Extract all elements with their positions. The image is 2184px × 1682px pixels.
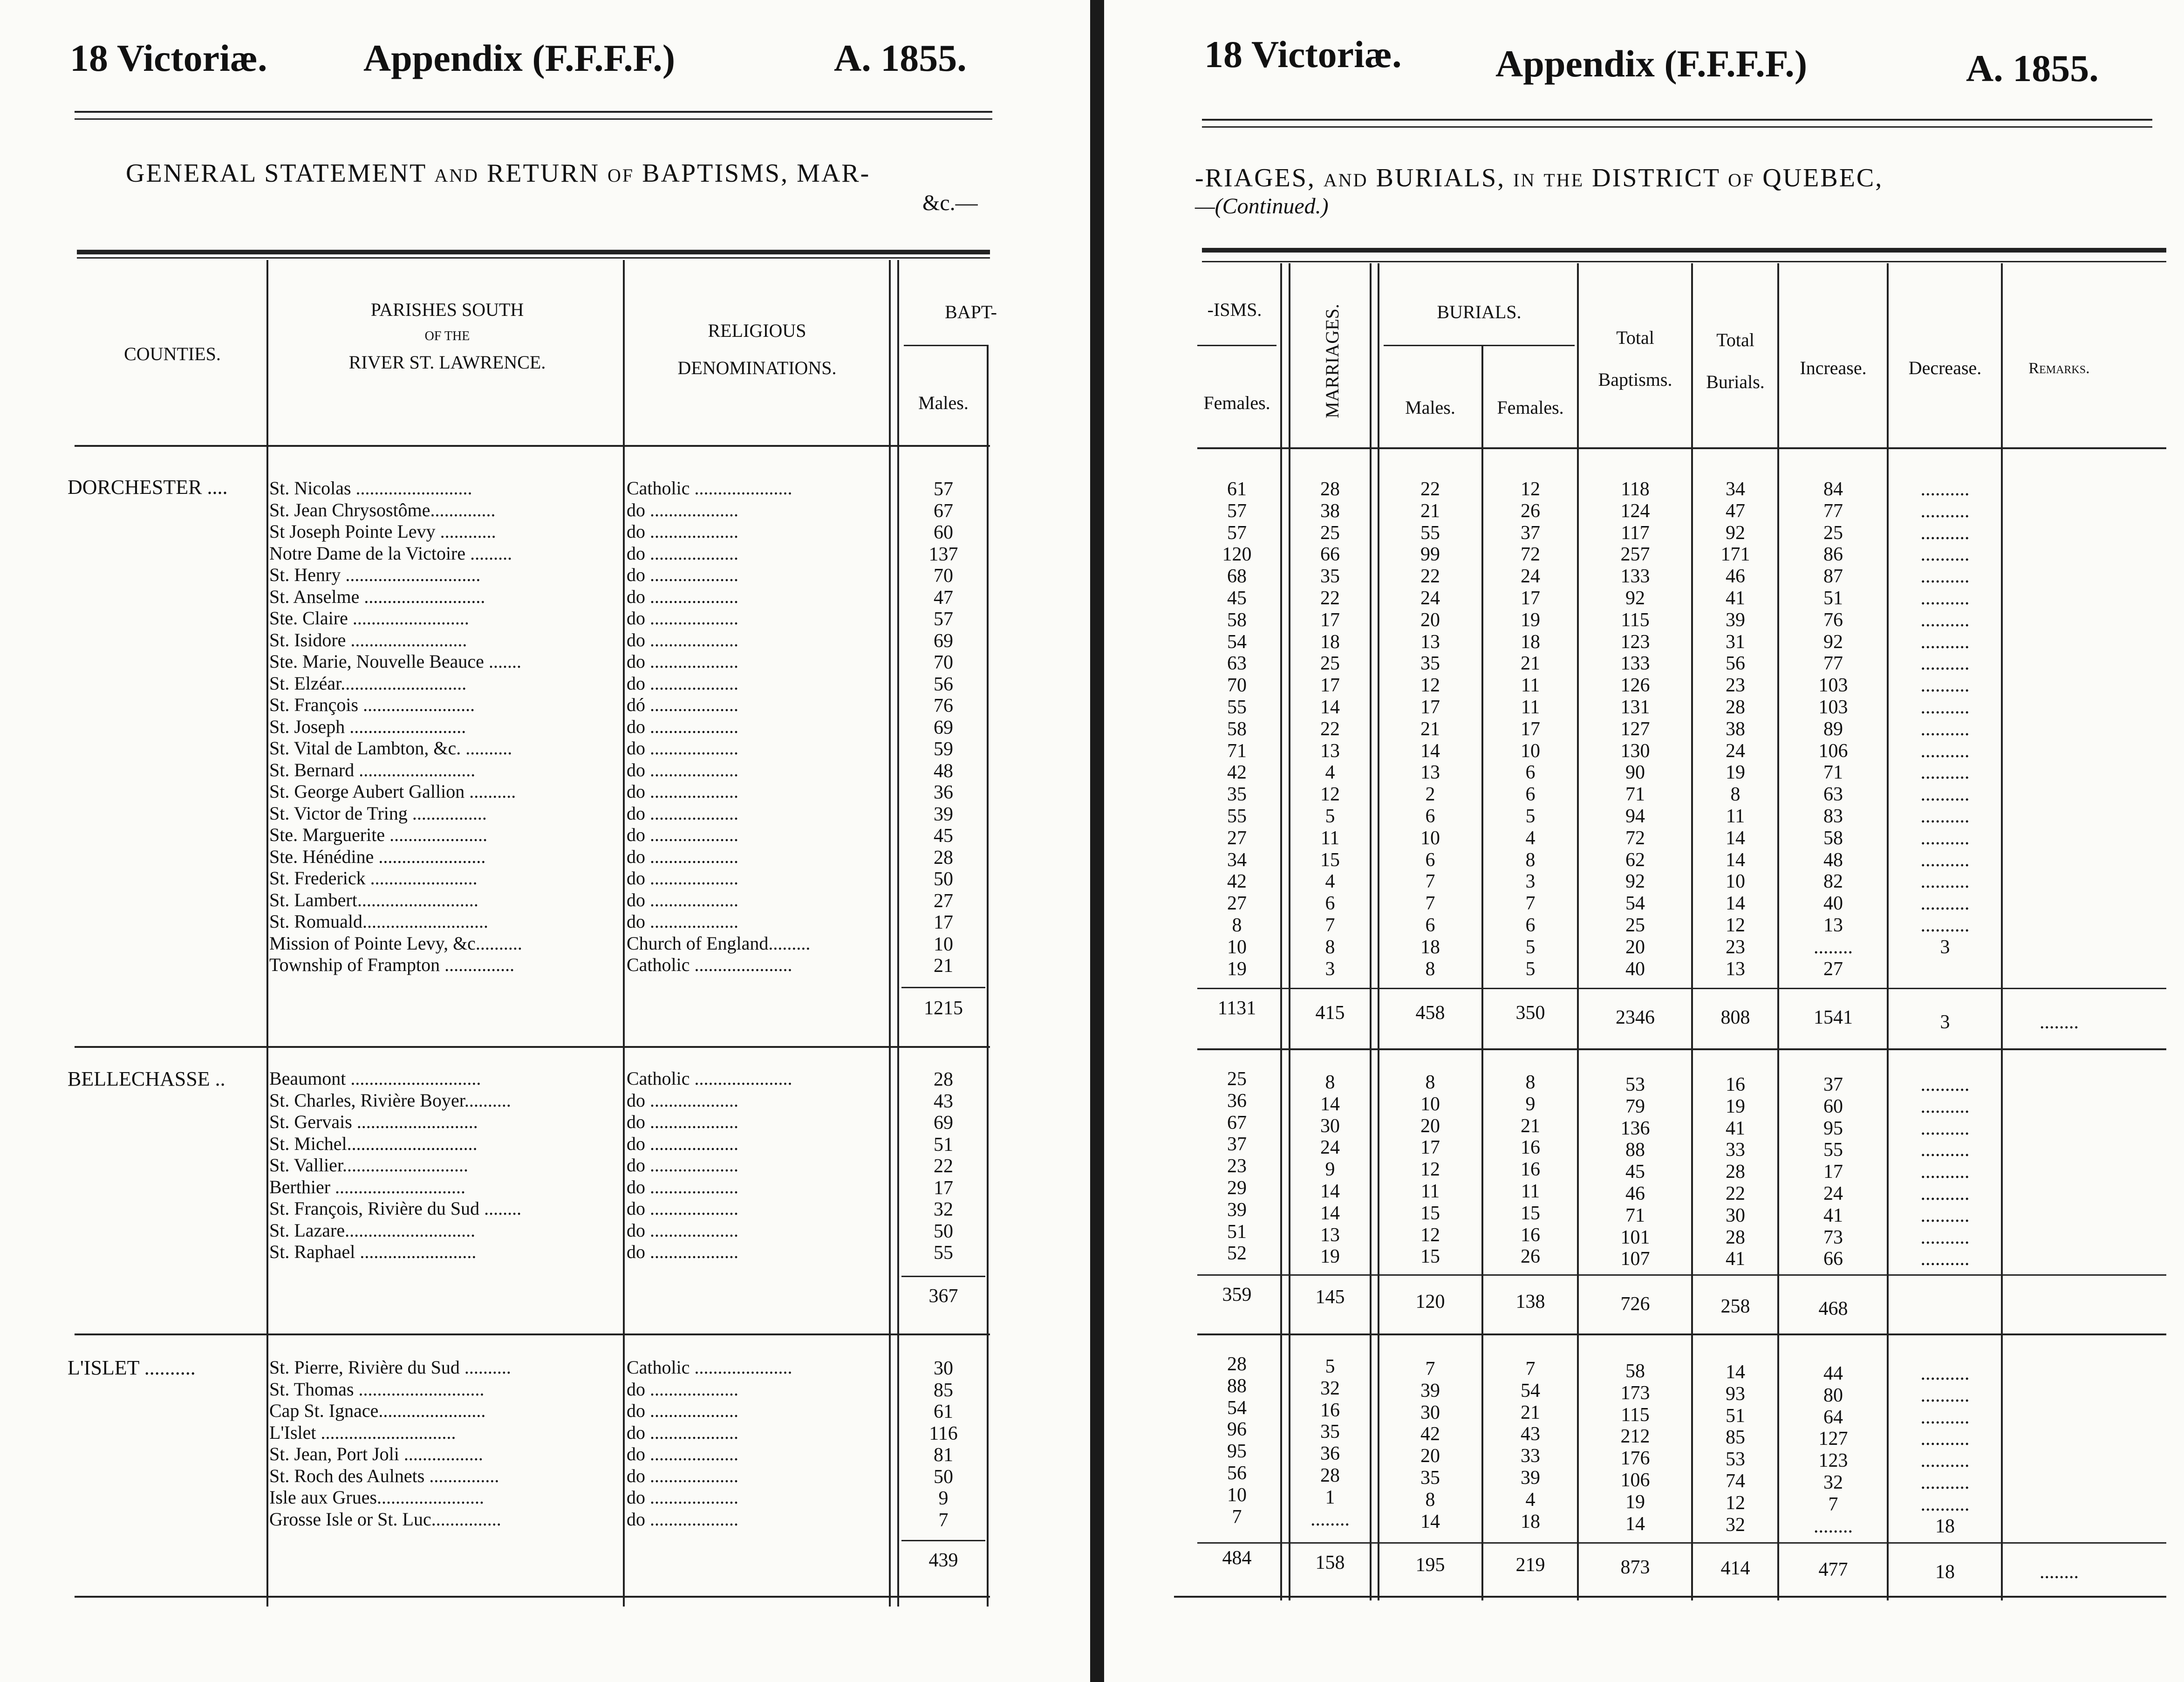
total-total-baptisms-lislet: 873 — [1620, 1557, 1650, 1578]
col-decrease: Decrease. — [1908, 357, 1982, 378]
total-marriages-bellechasse: 145 — [1315, 1286, 1345, 1308]
parish-name: St. Anselme .......................... — [269, 586, 485, 607]
col-parishes: PARISHES SOUTH OF THE RIVER ST. LAWRENCE. — [348, 299, 546, 373]
parish-name: St. Elzéar........................... — [269, 672, 467, 694]
parish-name: St. Romuald........................... — [269, 911, 489, 932]
col-females: Females. — [1203, 392, 1270, 413]
parish-name: St. Isidore ......................... — [269, 629, 467, 650]
denomination: do ................... — [627, 499, 738, 520]
col-bur-males: Males. — [1405, 397, 1455, 418]
total-bapt-males-dorchester: 1215 — [924, 998, 963, 1019]
header-year: A. 1855. — [834, 37, 967, 79]
col-counties: COUNTIES. — [124, 343, 221, 364]
denomination-list-dorchester — [627, 478, 887, 976]
col-males: Males. — [918, 392, 969, 413]
bur-males-bellechasse: 8 10 20 17 12 11 15 12 15 — [1420, 1072, 1440, 1268]
total-females-lislet: 484 — [1222, 1547, 1252, 1569]
total-burials-bellechasse: 16 19 41 33 28 22 30 28 41 — [1726, 1074, 1745, 1270]
col-remarks: Remarks. — [2028, 360, 2090, 377]
increase-bellechasse: 37 60 95 55 17 24 41 73 66 — [1823, 1074, 1843, 1270]
parish-name: St. Michel............................ — [269, 1133, 478, 1154]
denomination: do ................... — [627, 802, 738, 824]
increase-dorchester: 84 77 25 86 87 51 76 92 77 103 103 89 106 71 63 83 58 48 82 40 13 ........ 27 — [1814, 479, 1853, 980]
parish-name: St. Pierre, Rivière du Sud .......... — [269, 1357, 511, 1378]
bur-males-dorchester: 22 21 55 99 22 24 20 13 35 12 17 21 14 13 2 6 10 6 7 7 6 18 8 — [1420, 479, 1440, 980]
denomination: Church of England......... — [627, 932, 811, 954]
parish-name: St. François, Rivière du Sud ........ — [269, 1198, 522, 1219]
total-total-burials-dorchester: 808 — [1720, 1007, 1750, 1028]
header-session-right: 18 Victoriæ. — [1204, 33, 1402, 75]
total-increase-bellechasse: 468 — [1818, 1298, 1848, 1320]
parish-name: Mission of Pointe Levy, &c.......... — [269, 932, 522, 954]
denomination: do ................... — [627, 1155, 738, 1176]
parish-name: St. Vallier........................... — [269, 1155, 469, 1176]
denomination: do ................... — [627, 1133, 738, 1154]
total-remarks-lislet: ........ — [2040, 1561, 2079, 1583]
col-isms: -ISMS. — [1207, 299, 1262, 320]
parish-name: St. Vital de Lambton, &c. .......... — [269, 738, 512, 759]
denomination: do ................... — [627, 911, 738, 932]
marriages-lislet: 5 32 16 35 36 28 1 ........ — [1310, 1356, 1350, 1530]
denomination: do ................... — [627, 781, 738, 802]
col-total-burials: Total Burials. — [1706, 329, 1765, 392]
denomination: Catholic ..................... — [627, 954, 792, 975]
parish-name: Ste. Hénédine ....................... — [269, 846, 486, 867]
denomination: do ................... — [627, 521, 738, 542]
bapt-males-lislet: 30 85 61 116 81 50 9 7 — [929, 1358, 958, 1531]
bur-females-dorchester: 12 26 37 72 24 17 19 18 21 11 11 17 10 6 6 5 4 8 3 7 6 5 5 — [1521, 479, 1540, 980]
header-appendix: Appendix (F.F.F.F.) — [363, 37, 676, 79]
marriages-bellechasse: 8 14 30 24 9 14 14 13 19 — [1320, 1072, 1340, 1268]
denomination: do ................... — [627, 1443, 738, 1464]
total-females-dorchester: 1131 — [1217, 998, 1256, 1019]
bur-females-bellechasse: 8 9 21 16 16 11 15 16 26 — [1521, 1072, 1540, 1268]
parish-name: St. Jean Chrysostôme.............. — [269, 499, 496, 520]
females-dorchester: 61 57 57 120 68 45 58 54 63 70 55 58 71 42 35 55 27 34 42 27 8 10 19 — [1222, 479, 1252, 980]
denomination: do ................... — [627, 608, 738, 629]
parish-name: Beaumont ............................ — [269, 1068, 481, 1089]
decrease-dorchester: .......... .......... .......... .......... .......... .......... .......... .......... .......... .......... .......... .......... .......... .......... .......... .......... .......... .......... .......... .......... .......... 3 — [1920, 479, 1970, 958]
total-decrease-lislet: 18 — [1935, 1561, 1955, 1583]
header-year-right: A. 1855. — [1966, 47, 2099, 89]
book-spine — [1090, 0, 1104, 1682]
denomination: do ................... — [627, 651, 738, 672]
parish-name: St Joseph Pointe Levy ............ — [269, 521, 496, 542]
right-page — [1104, 0, 2184, 1682]
total-total-baptisms-dorchester: 2346 — [1616, 1007, 1655, 1028]
denomination: dó ................... — [627, 694, 738, 715]
denomination: do ................... — [627, 629, 738, 650]
parish-name: St. Lazare............................ — [269, 1219, 476, 1241]
parish-name: St. Raphael ......................... — [269, 1241, 477, 1262]
denomination: do ................... — [627, 1111, 738, 1132]
header-session: 18 Victoriæ. — [70, 37, 267, 79]
total-total-baptisms-bellechasse: 726 — [1620, 1293, 1650, 1315]
col-bur-females: Females. — [1497, 397, 1564, 418]
denomination: do ................... — [627, 1176, 738, 1197]
col-burials: BURIALS. — [1437, 301, 1522, 322]
parish-name: St. Roch des Aulnets ............... — [269, 1465, 499, 1486]
parish-name: St. François ........................ — [269, 694, 475, 715]
denomination: do ................... — [627, 542, 738, 564]
denomination: do ................... — [627, 1508, 738, 1530]
total-bapt-males-lislet: 439 — [928, 1550, 958, 1571]
denomination: do ................... — [627, 1219, 738, 1241]
decrease-bellechasse: .......... .......... .......... .......... .......... .......... .......... .......... .......... — [1920, 1074, 1970, 1270]
marriages-dorchester: 28 38 25 66 35 22 17 18 25 17 14 22 13 4 12 5 11 15 4 6 7 8 3 — [1320, 479, 1340, 980]
total-remarks-dorchester: ........ — [2040, 1012, 2079, 1033]
denomination: do ................... — [627, 868, 738, 889]
left-page — [0, 0, 1090, 1682]
parish-name: Notre Dame de la Victoire ......... — [269, 542, 512, 564]
parish-name: St. Thomas ........................... — [269, 1378, 485, 1400]
total-marriages-dorchester: 415 — [1315, 1002, 1345, 1024]
bapt-males-dorchester: 57 67 60 137 70 47 57 69 70 56 76 69 59 48 36 39 45 28 50 27 17 10 21 — [928, 479, 958, 977]
denomination: do ................... — [627, 1241, 738, 1262]
total-decrease-dorchester: 3 — [1940, 1012, 1950, 1033]
col-increase: Increase. — [1800, 357, 1867, 378]
denomination: do ................... — [627, 1198, 738, 1219]
denomination: do ................... — [627, 846, 738, 867]
parish-list-bellechasse — [269, 1068, 621, 1263]
denomination: Catholic ..................... — [627, 1357, 792, 1378]
parish-name: St. Victor de Tring ................ — [269, 802, 487, 824]
denomination: do ................... — [627, 759, 738, 780]
parish-name: Berthier ............................ — [269, 1176, 466, 1197]
denomination: do ................... — [627, 1422, 738, 1443]
total-increase-lislet: 477 — [1818, 1559, 1848, 1580]
total-burials-lislet: 14 93 51 85 53 74 12 32 — [1726, 1361, 1745, 1536]
denomination-list-bellechasse — [627, 1068, 887, 1263]
total-baptisms-bellechasse: 53 79 136 88 45 46 71 101 107 — [1620, 1074, 1650, 1270]
total-baptisms-lislet: 58 173 115 212 176 106 19 14 — [1620, 1361, 1650, 1535]
total-bur-females-bellechasse: 138 — [1515, 1291, 1545, 1313]
parish-name: St. Nicolas ......................... — [269, 478, 472, 499]
total-marriages-lislet: 158 — [1315, 1552, 1345, 1573]
bur-males-lislet: 7 39 30 42 20 35 8 14 — [1420, 1358, 1440, 1532]
parish-name: Ste. Marguerite ..................... — [269, 824, 488, 845]
total-bur-females-dorchester: 350 — [1515, 1002, 1545, 1024]
denomination: do ................... — [627, 1400, 738, 1421]
parish-name: Grosse Isle or St. Luc............... — [269, 1508, 501, 1530]
denomination: do ................... — [627, 889, 738, 910]
parish-list-dorchester — [269, 478, 621, 976]
denomination: do ................... — [627, 672, 738, 694]
denomination: do ................... — [627, 738, 738, 759]
parish-name: Isle aux Grues....................... — [269, 1487, 485, 1508]
increase-lislet: 44 80 64 127 123 32 7 ........ — [1814, 1363, 1853, 1537]
title-continued: —(Continued.) — [1195, 194, 1329, 219]
parish-name: Cap St. Ignace....................... — [269, 1400, 486, 1421]
total-total-burials-bellechasse: 258 — [1720, 1296, 1750, 1317]
parish-name: St. Gervais .......................... — [269, 1111, 478, 1132]
table-title-right: -RIAGES, AND BURIALS, IN THE DISTRICT OF QUEBEC, — [1195, 164, 1884, 192]
parish-name: St. Jean, Port Joli ................. — [269, 1443, 483, 1464]
parish-name: Ste. Marie, Nouvelle Beauce ....... — [269, 651, 521, 672]
bur-females-lislet: 7 54 21 43 33 39 4 18 — [1521, 1358, 1540, 1532]
total-burials-dorchester: 34 47 92 171 46 41 39 31 56 23 28 38 24 19 8 11 14 14 10 14 12 23 13 — [1720, 479, 1750, 980]
denomination: Catholic ..................... — [627, 1068, 792, 1089]
parish-name: L'Islet ............................. — [269, 1422, 456, 1443]
total-bur-males-lislet: 195 — [1415, 1554, 1445, 1576]
denomination: do ................... — [627, 1089, 738, 1111]
denomination: do ................... — [627, 716, 738, 737]
parish-name: St. Henry ............................. — [269, 564, 481, 585]
parish-name: St. Lambert.......................... — [269, 889, 478, 910]
denomination: do ................... — [627, 824, 738, 845]
total-bapt-males-bellechasse: 367 — [928, 1285, 958, 1307]
parish-name: St. Bernard ......................... — [269, 759, 476, 780]
total-bur-females-lislet: 219 — [1515, 1554, 1545, 1576]
bapt-males-bellechasse: 28 43 69 51 22 17 32 50 55 — [934, 1069, 953, 1264]
denomination: do ................... — [627, 1378, 738, 1400]
denomination-list-lislet — [627, 1357, 887, 1530]
total-bur-males-dorchester: 458 — [1415, 1002, 1445, 1024]
parish-name: Ste. Claire ......................... — [269, 608, 469, 629]
total-baptisms-dorchester: 118 124 117 257 133 92 115 123 133 126 131 127 130 90 71 94 72 62 92 54 25 20 40 — [1620, 479, 1650, 980]
females-lislet: 28 88 54 96 95 56 10 7 — [1227, 1354, 1247, 1528]
title-etc: &c.— — [922, 191, 978, 215]
table-title-left: GENERAL STATEMENT AND RETURN OF BAPTISMS, MAR- — [126, 159, 871, 188]
parish-name: St. Charles, Rivière Boyer.......... — [269, 1089, 511, 1111]
col-marriages: MARRIAGES. — [1322, 304, 1343, 418]
denomination: do ................... — [627, 586, 738, 607]
denomination: do ................... — [627, 564, 738, 585]
parish-list-lislet — [269, 1357, 621, 1530]
parish-name: Township of Frampton ............... — [269, 954, 515, 975]
total-total-burials-lislet: 414 — [1720, 1558, 1750, 1579]
denomination: Catholic ..................... — [627, 478, 792, 499]
denomination: do ................... — [627, 1487, 738, 1508]
total-females-bellechasse: 359 — [1222, 1284, 1252, 1306]
col-religious: RELIGIOUS DENOMINATIONS. — [677, 320, 837, 378]
county-lislet: L'ISLET .......... — [68, 1356, 196, 1379]
decrease-lislet: .......... .......... .......... .......... .......... .......... .......... 18 — [1920, 1363, 1970, 1537]
females-bellechasse: 25 36 67 37 23 29 39 51 52 — [1227, 1068, 1247, 1265]
county-bellechasse: BELLECHASSE .. — [68, 1067, 225, 1090]
total-increase-dorchester: 1541 — [1814, 1007, 1853, 1028]
col-bapt: BAPT- — [945, 301, 997, 322]
total-bur-males-bellechasse: 120 — [1415, 1291, 1445, 1313]
parish-name: St. Joseph ......................... — [269, 716, 466, 737]
denomination: do ................... — [627, 1465, 738, 1486]
col-total-baptisms: Total Baptisms. — [1598, 327, 1672, 390]
parish-name: St. George Aubert Gallion .......... — [269, 781, 516, 802]
parish-name: St. Frederick ....................... — [269, 868, 478, 889]
header-appendix-right: Appendix (F.F.F.F.) — [1495, 42, 1808, 85]
county-dorchester: DORCHESTER .... — [68, 476, 228, 499]
